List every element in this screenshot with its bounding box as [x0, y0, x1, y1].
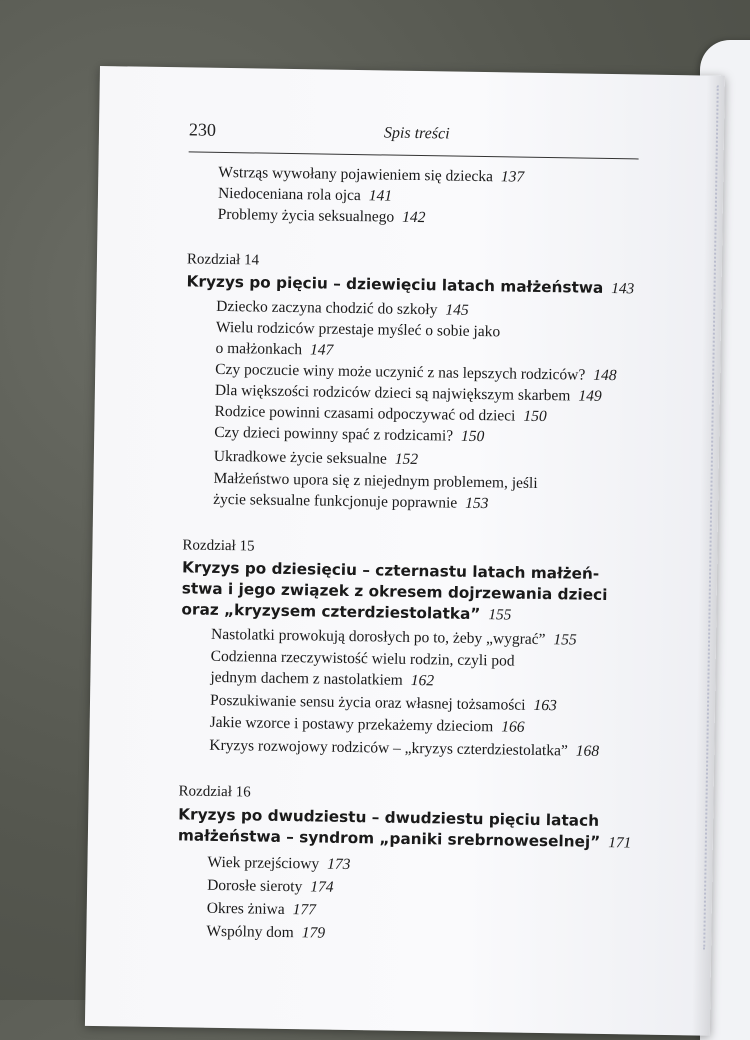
- chapter-label: Rozdział 14: [186, 251, 260, 269]
- toc-entry-page: 163: [533, 696, 557, 715]
- toc-entry-title: Ukradkowe życie seksualne: [213, 447, 388, 468]
- chapter-title-line: małżeństwa – syndrom „paniki srebrnoweselnej”: [177, 826, 601, 851]
- book-page: [85, 66, 725, 1036]
- toc-entry-page: 168: [575, 742, 600, 760]
- table-of-contents: [177, 161, 649, 942]
- toc-entry-title: Małżeństwo upora się z niejednym problemem, jeśli: [213, 469, 538, 492]
- chapter-page: 143: [611, 280, 635, 298]
- chapter-title-line: Kryzys po dziesięciu – czternastu latach małżeń-: [181, 558, 600, 583]
- toc-entry-page: 152: [394, 450, 419, 469]
- toc-entry: [215, 317, 646, 366]
- toc-entry-page: 142: [402, 208, 426, 227]
- toc-entry-title: Nastolatki prowokują dorosłych po to, żeby „wygrać”: [210, 625, 546, 649]
- toc-entry-page: 166: [501, 718, 525, 736]
- toc-entry-title: Wspólny dom: [206, 922, 294, 942]
- toc-entry-title: Okres żniwa: [206, 899, 285, 919]
- toc-entry-page: 162: [410, 671, 435, 690]
- chapter-title-line: Kryzys po pięciu – dziewięciu latach małżeństwa: [186, 272, 604, 297]
- chapter-title-line: stwa i jego związek z okresem dojrzewania dzieci: [181, 579, 608, 605]
- toc-entry: [209, 735, 639, 763]
- page-header: [189, 119, 639, 156]
- page-number: 230: [188, 119, 217, 140]
- toc-entry-title: Rodzice powinni czasami odpoczywać od dzieci: [214, 402, 516, 425]
- chapter-title-line: Kryzys po dwudziestu – dwudziestu pięciu latach: [178, 805, 600, 830]
- toc-entry-title-cont: jednym dachem z nastolatkiem: [210, 668, 403, 689]
- chapter-title: [178, 804, 639, 853]
- chapter-title: [186, 271, 646, 299]
- chapter-page: 155: [488, 606, 512, 624]
- toc-entry-title: Niedoceniana rola ojca: [217, 184, 362, 205]
- toc-entry: [210, 646, 641, 695]
- chapter-label: Rozdział 15: [182, 537, 255, 555]
- toc-entry: [206, 921, 636, 949]
- toc-entry-page: 150: [523, 407, 547, 426]
- toc-entry-title: Codzienna rzeczywistość wielu rodzin, czyli pod: [210, 647, 515, 670]
- toc-entry-page: 174: [310, 878, 334, 896]
- toc-entry-title: Czy poczucie winy może uczynić z nas lepszych rodziców?: [215, 360, 586, 384]
- toc-entry-title: Wielu rodziców przestaje myśleć o sobie jako: [215, 318, 501, 341]
- toc-entry-title-cont: życie seksualne funkcjonuje poprawnie: [213, 490, 458, 512]
- toc-entry-title: Wstrząs wywołany pojawieniem się dziecka: [218, 163, 494, 186]
- toc-entry-page: 179: [301, 924, 326, 942]
- toc-entry-title: Wiek przejściowy: [207, 853, 320, 873]
- toc-entry-page: 177: [292, 901, 317, 919]
- toc-entry: [213, 468, 644, 517]
- toc-entry-page: 145: [445, 301, 469, 319]
- toc-entry-page: 147: [309, 341, 334, 359]
- toc-entry-page: 149: [578, 387, 602, 405]
- toc-entry-page: 153: [465, 494, 489, 513]
- toc-entry-title: Dziecko zaczyna chodzić do szkoły: [216, 297, 438, 319]
- toc-entry-title: Poszukiwanie sensu życia oraz własnej tożsamości: [209, 691, 526, 714]
- toc-entry-page: 150: [460, 427, 485, 446]
- toc-entry-title: Czy dzieci powinny spać z rodzicami?: [214, 423, 454, 445]
- chapter-title: [181, 557, 642, 627]
- toc-entry-title: Jakie wzorce i postawy przekażemy dzieciom: [209, 713, 494, 736]
- toc-entry-title: Dla większości rodziców dzieci są największym skarbem: [214, 381, 571, 405]
- toc-entry-title-cont: o małżonkach: [215, 339, 303, 359]
- chapter-title-line: oraz „kryzysem czterdziestolatka”: [181, 600, 481, 624]
- toc-entry-page: 141: [368, 187, 393, 205]
- toc-entry-page: 155: [553, 631, 577, 649]
- toc-entry-page: 173: [327, 855, 351, 874]
- chapter-label: Rozdział 16: [178, 783, 251, 801]
- toc-entry-page: 148: [593, 366, 617, 385]
- chapter-page: 171: [608, 834, 632, 852]
- toc-entry-page: 137: [500, 168, 525, 186]
- toc-entry-title: Dorosłe sieroty: [207, 876, 303, 896]
- toc-entry-title: Kryzys rozwojowy rodziców – „kryzys czterdziestolatka”: [209, 736, 568, 760]
- toc-entry-title: Problemy życia seksualnego: [217, 205, 395, 226]
- running-head: Spis treści: [383, 124, 450, 143]
